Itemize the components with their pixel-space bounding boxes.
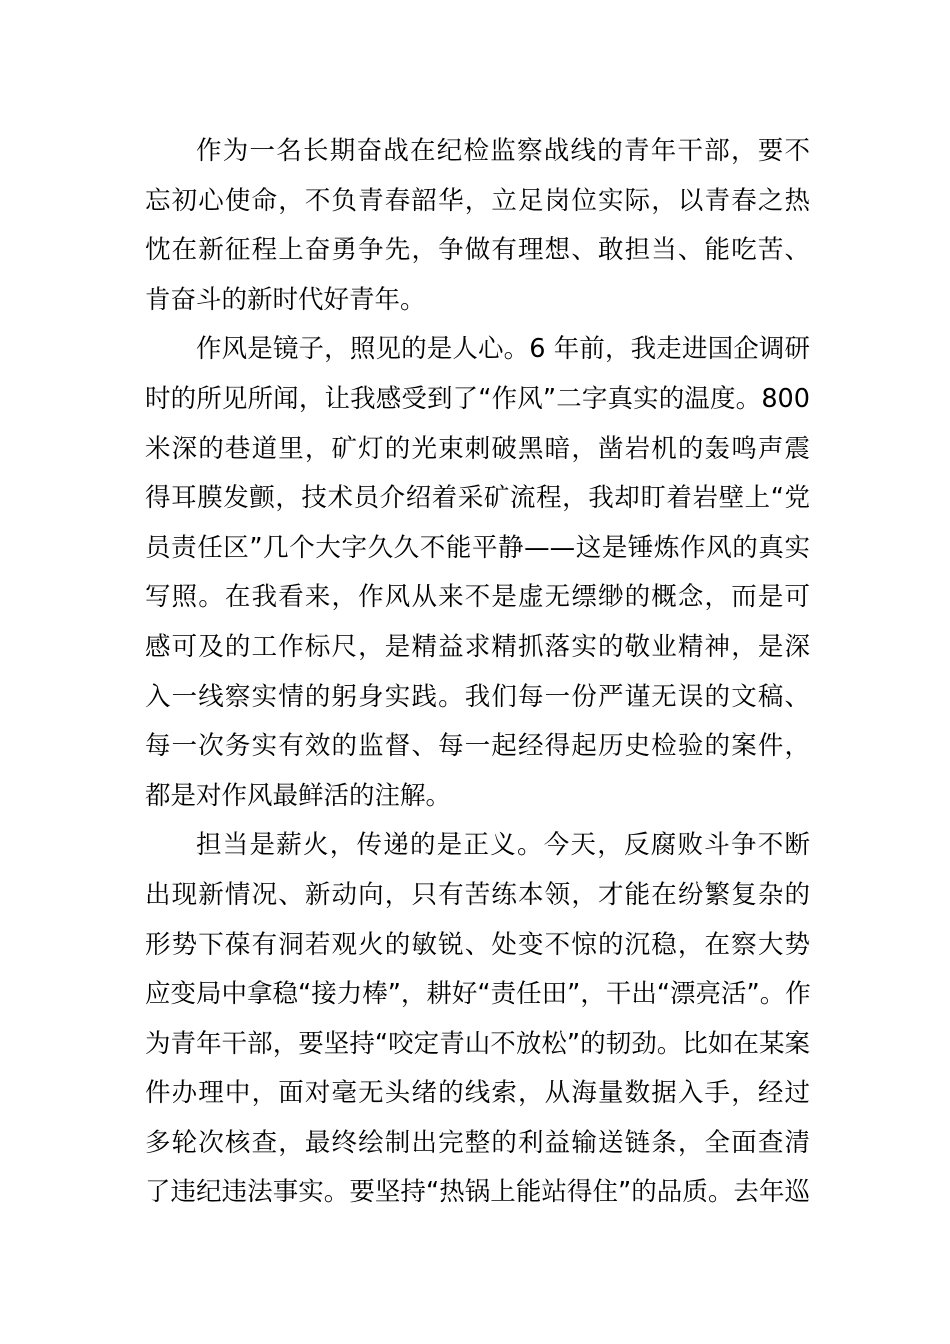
text-line: 应变局中拿稳“接力棒”，耕好“责任田”，干出“漂亮活”。作 [145, 979, 811, 1010]
paragraph-1 [145, 127, 810, 325]
text-line: 忘初心使命，不负青春韶华，立足岗位实际，以青春之热 [145, 185, 810, 216]
text-line: 员责任区”几个大字久久不能平静——这是锤炼作风的真实 [145, 532, 810, 563]
document-body [145, 127, 810, 1218]
text-line: 入一线察实情的躬身实践。我们每一份严谨无误的文稿、 [145, 681, 810, 712]
text-line: 出现新情况、新动向，只有苦练本领，才能在纷繁复杂的 [145, 879, 810, 910]
text-line: 每一次务实有效的监督、每一起经得起历史检验的案件， [145, 731, 810, 762]
text-line: 肯奋斗的新时代好青年。 [145, 284, 426, 315]
text-line: 担当是薪火，传递的是正义。今天，反腐败斗争不断 [196, 830, 810, 861]
text-line: 忱在新征程上奋勇争先，争做有理想、敢担当、能吃苦、 [145, 235, 810, 266]
paragraph-3 [145, 821, 810, 1218]
text-line: 了违纪违法事实。要坚持“热锅上能站得住”的品质。去年巡 [145, 1177, 810, 1208]
text-line: 件办理中，面对毫无头绪的线索，从海量数据入手，经过 [145, 1078, 810, 1109]
text-line: 形势下葆有洞若观火的敏锐、处变不惊的沉稳，在察大势 [145, 929, 810, 960]
text-line: 为青年干部，要坚持“咬定青山不放松”的韧劲。比如在某案 [145, 1028, 810, 1059]
text-line: 作为一名长期奋战在纪检监察战线的青年干部，要不 [196, 136, 810, 166]
text-line: 时的所见所闻，让我感受到了“作风”二字真实的温度。800 [145, 383, 810, 414]
text-line: 写照。在我看来，作风从来不是虚无缥缈的概念，而是可 [145, 582, 810, 613]
text-line: 都是对作风最鲜活的注解。 [145, 780, 452, 811]
text-line: 作风是镜子，照见的是人心。6 年前，我走进国企调研 [196, 334, 810, 365]
text-line: 多轮次核查，最终绘制出完整的利益输送链条，全面查清 [145, 1127, 810, 1158]
text-line: 感可及的工作标尺，是精益求精抓落实的敬业精神，是深 [145, 631, 810, 662]
text-line: 米深的巷道里，矿灯的光束刺破黑暗，凿岩机的轰鸣声震 [145, 433, 810, 464]
text-line: 得耳膜发颤，技术员介绍着采矿流程，我却盯着岩壁上“党 [145, 483, 810, 514]
paragraph-2 [145, 325, 810, 821]
